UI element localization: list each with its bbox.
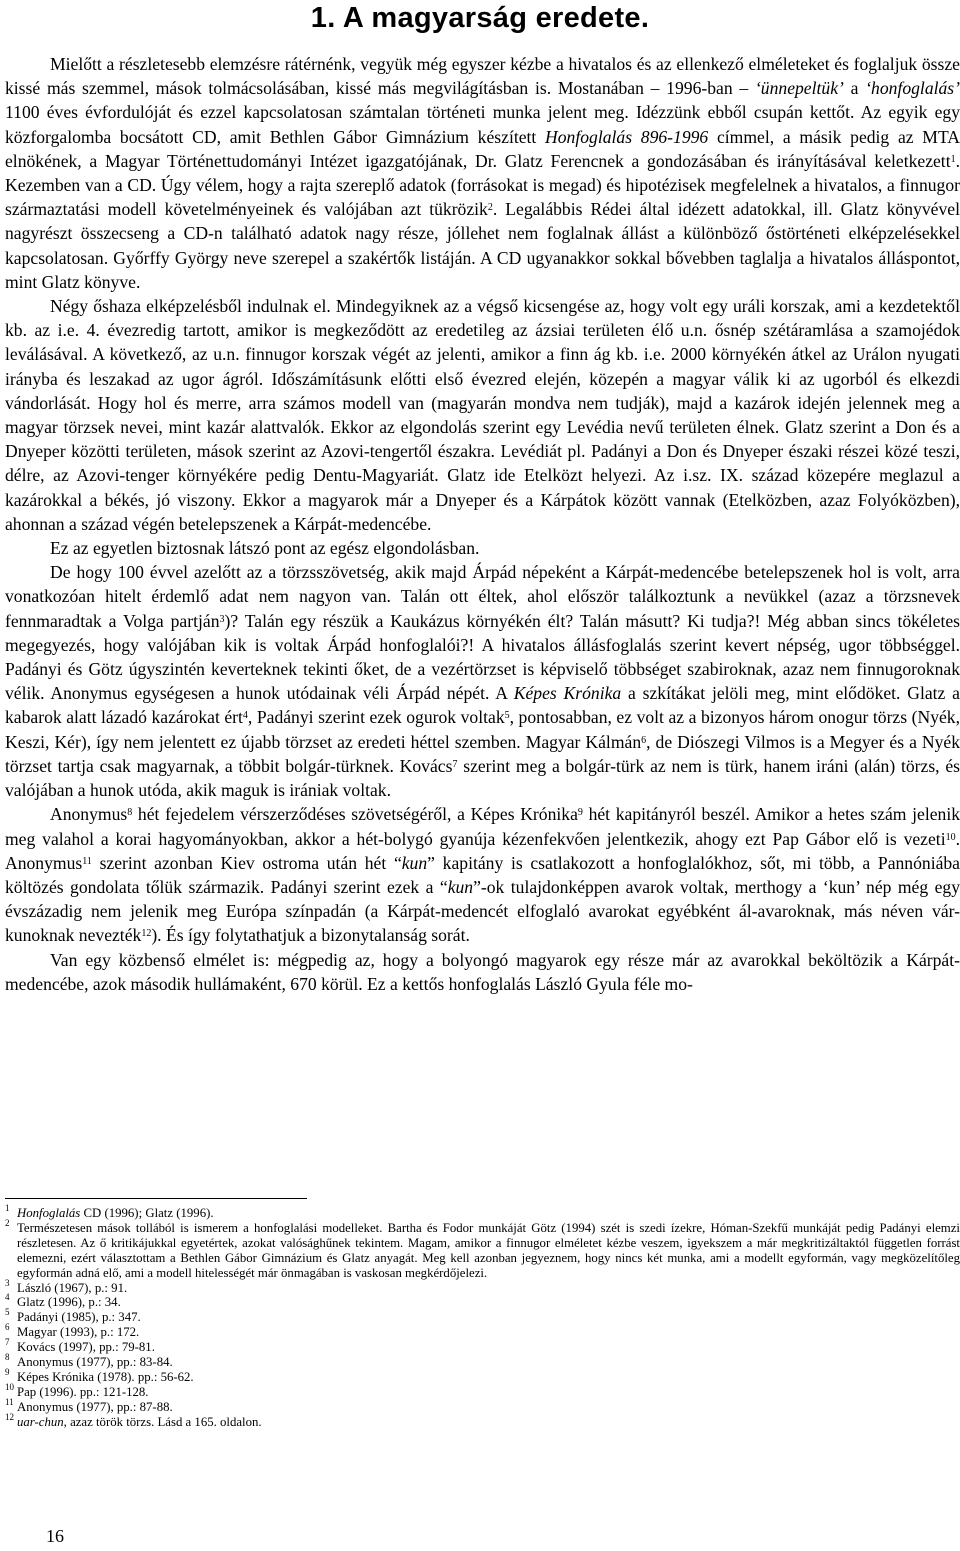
italic-text: ‘ünnepeltük’ (754, 78, 844, 99)
footnote-reference: 11 (82, 855, 92, 867)
text-run: ” kapitány is csatlakozott a honfoglalókhoz, sőt, mi több, a Pannóniába költözés gondolata tőlük származik. Padányi szerint ezek a “ (5, 852, 960, 897)
footnote-reference: 1 (950, 153, 956, 165)
footnote-reference: 4 (242, 710, 248, 722)
text-run: Mielőtt a részletesebb elemzésre rátérnénk, vegyük még egyszer kézbe a hivatalos és az ellenkező elméleteket és foglaljuk össze kissé más szemmel, mások tolmácsolásában, kissé más megvilágításban is. Mostanában – 1996-ban – (5, 54, 960, 99)
text-run: László (1967), p.: 91. (17, 1280, 128, 1295)
footnote-divider (5, 1198, 307, 1199)
text-run: Kovács (1997), pp.: 79-81. (17, 1340, 155, 1355)
paragraph (5, 536, 960, 560)
body-text (5, 52, 960, 996)
footnote-number: 6 (5, 1322, 10, 1333)
text-run: CD (1996); Glatz (1996). (80, 1206, 214, 1220)
paragraph (5, 802, 960, 947)
footnote (5, 1411, 960, 1430)
footnote-reference: 12 (141, 928, 152, 940)
footnote-number: 5 (5, 1307, 10, 1318)
paragraph (5, 560, 960, 802)
text-run: a (843, 78, 866, 99)
text-run: De hogy 100 évvel azelőtt az a törzsszövetség, akik majd Árpád népeként a Kárpát-medencébe betelepszenek hol is volt, arra vonatkozóan hitelt érdemlő adat nem nagyon van. Talán ott éltek, ahol először találkoztunk a nevükkel (azaz a törzsnevek fennmaradtak a Volga partján (5, 562, 960, 631)
text-run: szerint azonban Kiev ostroma után hét “ (91, 852, 402, 873)
footnote (5, 1292, 960, 1310)
text-run: Anonymus (1977), pp.: 87-88. (17, 1399, 173, 1414)
text-run: , pontosabban, ez volt az a bizonyos három onogur törzs (Nyék, Keszi, Kér), így nem jelentett ez újabb törzset az eredeti héttel szemben. Magyar Kálmán (5, 707, 960, 752)
footnote (5, 1366, 960, 1385)
text-run: , Padányi szerint ezek ogurok voltak (247, 707, 505, 728)
text-run: Képes Krónika (1978). pp.: 56-62. (17, 1369, 194, 1384)
italic-text: Honfoglalás 896-1996 (545, 126, 709, 147)
footnote-reference: 3 (219, 613, 225, 625)
text-run: Van egy közbenső elmélet is: mégpedig az, hogy a bolyongó magyarok egy része már az avarokkal beköltözik a Kárpát-medencébe, azok második hullámaként, 670 körül. Ez a kettős honfoglalás László Gyula féle mo- (5, 949, 960, 994)
footnote-number: 4 (5, 1292, 10, 1303)
footnote (5, 1307, 960, 1325)
italic-text: Honfoglalás (17, 1206, 81, 1220)
text-run: , azaz török törzs. Lásd a 165. oldalon. (63, 1414, 262, 1429)
text-run: . Anonymus (5, 828, 960, 873)
footnote-number: 7 (5, 1337, 10, 1348)
footnote-number: 9 (5, 1366, 10, 1377)
footnote (5, 1381, 960, 1400)
footnote-reference: 2 (487, 202, 493, 214)
italic-text: uar-chun (17, 1414, 64, 1429)
footnote-number: 11 (5, 1396, 14, 1407)
footnote-reference: 6 (641, 734, 647, 746)
footnote (5, 1203, 960, 1221)
footnote (5, 1322, 960, 1340)
text-run: , de Diószegi Vilmos is a Megyer és a Nyék törzset tartja csak magyarnak, a többit bolgár-türknek. Kovács (5, 731, 960, 776)
text-run: címmel, a másik pedig az MTA elnökének, a Magyar Történettudományi Intézet igazgatójának, Dr. Glatz Ferencnek a gondozásában és irányításával keletkezett (5, 126, 960, 171)
text-run: )? Talán egy részük a Kaukázus környékén élt? Talán másutt? Ki tudja?! Még abban sincs tökéletes megegyezés, hogy valójában kik is voltak Árpád honfoglalói?! A hivatalos állásfoglalás szerint kevert népség, ugor többséggel. Padányi és Götz úgyszintén keverteknek tekinti őket, de a vezértörzset is képviselő többséget szabiroknak, azaz nem finnugoroknak vélik. Anonymus egységesen a hunok utódainak véli Árpád népét. A (5, 610, 960, 704)
text-run: Padányi (1985), p.: 347. (17, 1310, 141, 1325)
text-run: szerint meg a bolgár-türk az nem is türk, hanem iráni (alán) törzs, és valójában a hunok utóda, akik maguk is irániak voltak. (5, 755, 960, 801)
footnote-number: 2 (5, 1217, 10, 1228)
text-run: Ez az egyetlen biztosnak látszó pont az egész elgondolásban. (50, 538, 480, 559)
page-title: 1. A magyarság eredete. (310, 2, 650, 34)
text-run: ”-ok tulajdonképpen avarok voltak, merthogy a ‘kun’ nép még egy évszázadig nem jelenik meg Európa színpadán (a Kárpát-medencét elfoglaló avarokat egyébként ál-avaroknak, más néven vár-kunoknak nevezték (5, 876, 960, 946)
text-run: Természetesen mások tollából is ismerem a honfoglalási modelleket. Bartha és Fodor munkáját Götz (1994) szét is szedi ízekre, Hóman-Szekfű munkáját pedig Padányi elemzi részletesen. Az ő kritikájukkal egyetértek, azokat valósághűnek tekintem. Magam, amikor a finnugor elméletet kézbe veszem, igyekszem a már megkritizáltaktól független forrást elemezni, ezért választottam a Bethlen Gábor Gimnázium és Glatz anyagát. Meg kell azonban jegyeznem, hogy nincs két munka, ami a modellt egyformán, vagy megközelítőleg egyformán adná elő, ami a modell hitelességét már önmagában is vaskosan megkérdőjelezi. (17, 1220, 960, 1280)
footnote-number: 1 (5, 1203, 10, 1213)
text-run: a szkítákat jelöli meg, mint elődöket. Glatz a kabarok alatt lázadó kazárokat ért (5, 683, 960, 728)
page-number: 16 (46, 1526, 64, 1546)
footnotes (5, 1203, 960, 1430)
text-run: . Kezemben van a CD. Úgy vélem, hogy a rajta szereplő adatok (forrásokat is megad) és hipotézisek megfelelnek a hivatalos, a finnugor származtatási modell követelményeinek és valójában azt tükrözik (5, 150, 960, 220)
text-run: Magyar (1993), p.: 172. (17, 1325, 140, 1340)
text-run: Glatz (1996), p.: 34. (17, 1295, 121, 1310)
footnote (5, 1352, 960, 1370)
footnote-reference: 7 (452, 758, 458, 770)
italic-text: Képes Krónika (513, 683, 622, 704)
text-run: Pap (1996). pp.: 121-128. (17, 1384, 149, 1399)
paragraph (5, 52, 960, 294)
footnote (5, 1337, 960, 1355)
text-run: hét fejedelem vérszerződéses szövetségéről, a Képes Krónika (132, 804, 578, 825)
footnote-number: 10 (5, 1381, 14, 1392)
italic-text: kun (447, 876, 474, 897)
paragraph (5, 294, 960, 536)
footnote (5, 1277, 960, 1296)
text-run: hét kapitányról beszél. Amikor a hetes szám jelenik meg valahol a korai hagyományokban, akkor a hét-bolygó gyanúja kézenfekvően jelentkezik, ahogy ezt Pap Gábor elő is vezeti (5, 804, 960, 849)
text-run: Anonymus (1977), pp.: 83-84. (17, 1355, 173, 1370)
paragraph (5, 948, 960, 996)
italic-text: ‘honfoglalás’ (865, 78, 960, 99)
footnote (5, 1217, 960, 1281)
italic-text: kun (401, 852, 428, 873)
text-run: . Legalábbis Rédei által idézett adatokkal, ill. Glatz könyvével nagyrészt összecseng a CD-n található adatok nagy része, jóllehet nem foglalnak állást a különböző őstörténeti elképzelésekkel kapcsolatosan. Győrffy György neve szerepel a szakértők listáján. A CD ugyanakkor sokkal bővebben taglalja a hivatalos álláspontot, mint Glatz könyve. (5, 199, 960, 292)
footnote-number: 12 (5, 1411, 14, 1422)
footnote-number: 8 (5, 1352, 10, 1363)
footnote-reference: 5 (504, 710, 510, 722)
footnote (5, 1396, 960, 1415)
footnote-reference: 8 (127, 807, 133, 819)
text-run: Négy őshaza elképzelésből indulnak el. Mindegyiknek az a végső kicsengése az, hogy volt egy uráli korszak, ami a kezdetektől kb. az i.e. 4. évezredig tartott, amikor is megkeződött az eredetileg az ázsiai területen élő u.n. ősnép szétáramlása a szamojédok leválásával. A következő, az u.n. finnugor korszak végét az jelenti, amikor a finn ág kb. i.e. 2000 környékén átkel az Urálon nyugati irányba és leszakad az ugor ágról. Időszámításunk előtti első évezred elején, közepén a magyar válik ki az ugorból és elkezdi vándorlását. Hogy hol és merre, arra számos modell van (magyarán mondva nem tudják), majd a kazárok idején jelennek meg a magyar törzsek nevei, mint kazár alattvalók. Ekkor az elgondolás szerint egy Levédia nevű területen élnek. Glatz szerint a Don és a Dnyeper közötti területen, mások szerint az Azovi-tengertől északra. Levédiát pl. Padányi a Don és Dnyeper északi részei közé teszi, délre, az Azovi-tenger környékére pedig Dentu-Magyariát. Glatz ide Etelközt helyezi. Az i.sz. IX. század közepére meglazul a kazárokkal a békés, jó viszony. Ekkor a magyarok már a Dnyeper és a Kárpátok között vannak (Etelközben, azaz Folyóközben), ahonnan a század végén betelepszenek a Kárpát-medencébe. (5, 296, 960, 534)
footnote-number: 3 (5, 1277, 10, 1288)
footnote-reference: 9 (577, 807, 583, 819)
text-run: Anonymus (50, 804, 128, 825)
text-run: ). És így folytathatjuk a bizonytalanság sorát. (151, 925, 470, 946)
footnote-reference: 10 (945, 831, 956, 843)
text-run: 1100 éves évfordulóját és ezzel kapcsolatosan számtalan történeti munka jelent meg. Idézzünk ebből csupán kettőt. Az egyik egy közforgalomba bocsátott CD, amit Bethlen Gábor Gimnázium készített (5, 102, 960, 147)
